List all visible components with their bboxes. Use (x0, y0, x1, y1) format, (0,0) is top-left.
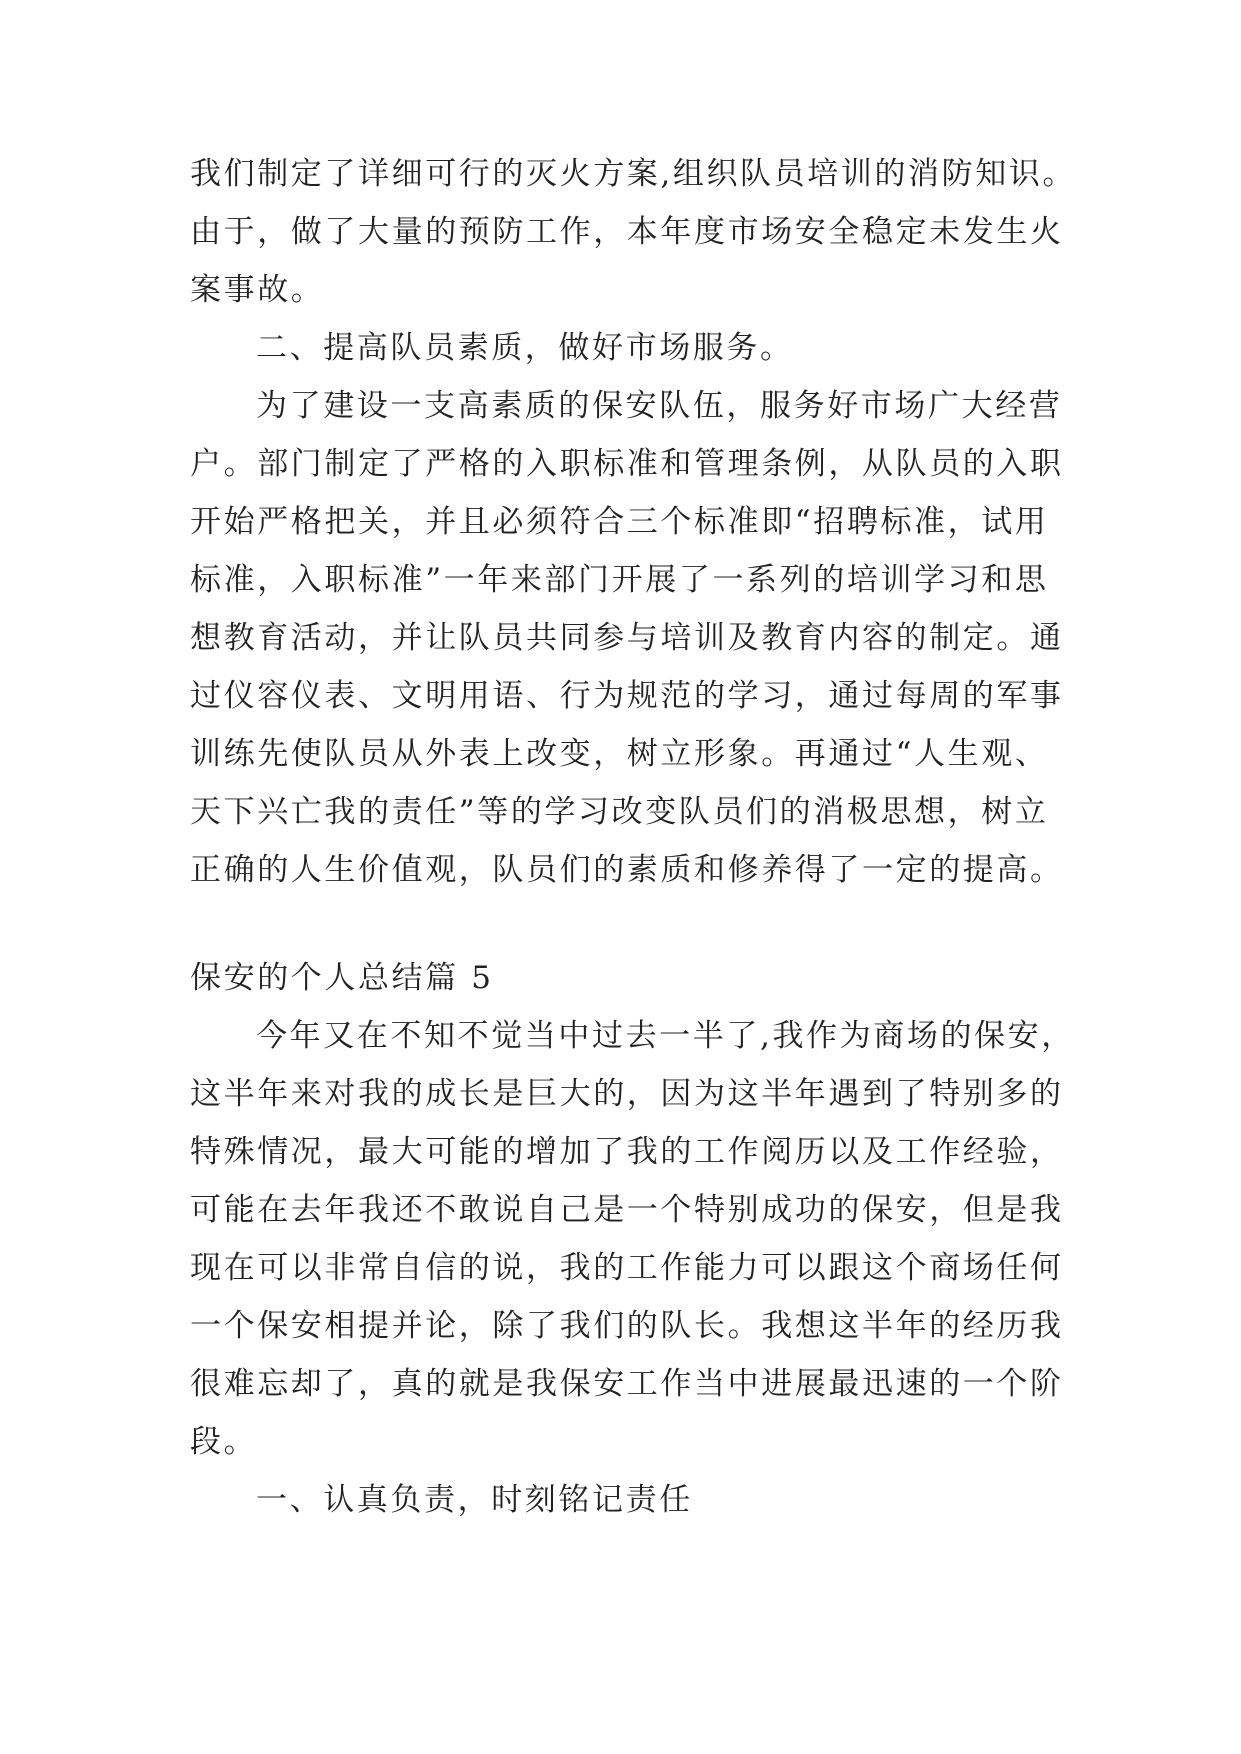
section-heading: 一、认真负责，时刻铭记责任 (256, 1482, 693, 1518)
paragraph-line: 开始严格把关，并且必须符合三个标准即“招聘标准，试用 (190, 504, 1049, 540)
paragraph-line: 过仪容仪表、文明用语、行为规范的学习，通过每周的军事 (190, 678, 1064, 714)
paragraph-line: 特殊情况，最大可能的增加了我的工作阅历以及工作经验， (190, 1134, 1064, 1170)
paragraph-line: 段。 (190, 1424, 258, 1460)
paragraph-line: 很难忘却了，真的就是我保安工作当中进展最迅速的一个阶 (190, 1366, 1064, 1402)
paragraph-line: 我们制定了详细可行的灭火方案,组织队员培训的消防知识。 (190, 156, 1077, 192)
section-heading: 二、提高队员素质，做好市场服务。 (256, 330, 794, 366)
paragraph-line: 训练先使队员从外表上改变，树立形象。再通过“人生观、 (190, 736, 1049, 772)
paragraph-line: 正确的人生价值观，队员们的素质和修养得了一定的提高。 (190, 852, 1064, 888)
article-title: 保安的个人总结篇 5 (190, 960, 494, 996)
paragraph-line: 这半年来对我的成长是巨大的，因为这半年遇到了特别多的 (190, 1076, 1064, 1112)
paragraph-line: 今年又在不知不觉当中过去一半了,我作为商场的保安， (256, 1018, 1075, 1054)
paragraph-line: 现在可以非常自信的说，我的工作能力可以跟这个商场任何 (190, 1250, 1064, 1286)
section-spacer (190, 899, 1070, 949)
paragraph-line: 想教育活动，并让队员共同参与培训及教育内容的制定。通 (190, 620, 1064, 656)
paragraph-line: 为了建设一支高素质的保安队伍，服务好市场广大经营 (256, 388, 1063, 424)
paragraph-line: 可能在去年我还不敢说自己是一个特别成功的保安，但是我 (190, 1192, 1064, 1228)
document-body (190, 145, 1077, 1529)
paragraph-line: 标准，入职标准”一年来部门开展了一系列的培训学习和思 (190, 562, 1049, 598)
paragraph-line: 户。部门制定了严格的入职标准和管理条例，从队员的入职 (190, 446, 1064, 482)
paragraph-line: 案事故。 (190, 272, 325, 308)
paragraph-line: 一个保安相提并论，除了我们的队长。我想这半年的经历我 (190, 1308, 1064, 1344)
paragraph-line: 由于，做了大量的预防工作，本年度市场安全稳定未发生火 (190, 214, 1064, 250)
paragraph-line: 天下兴亡我的责任”等的学习改变队员们的消极思想，树立 (190, 794, 1049, 830)
